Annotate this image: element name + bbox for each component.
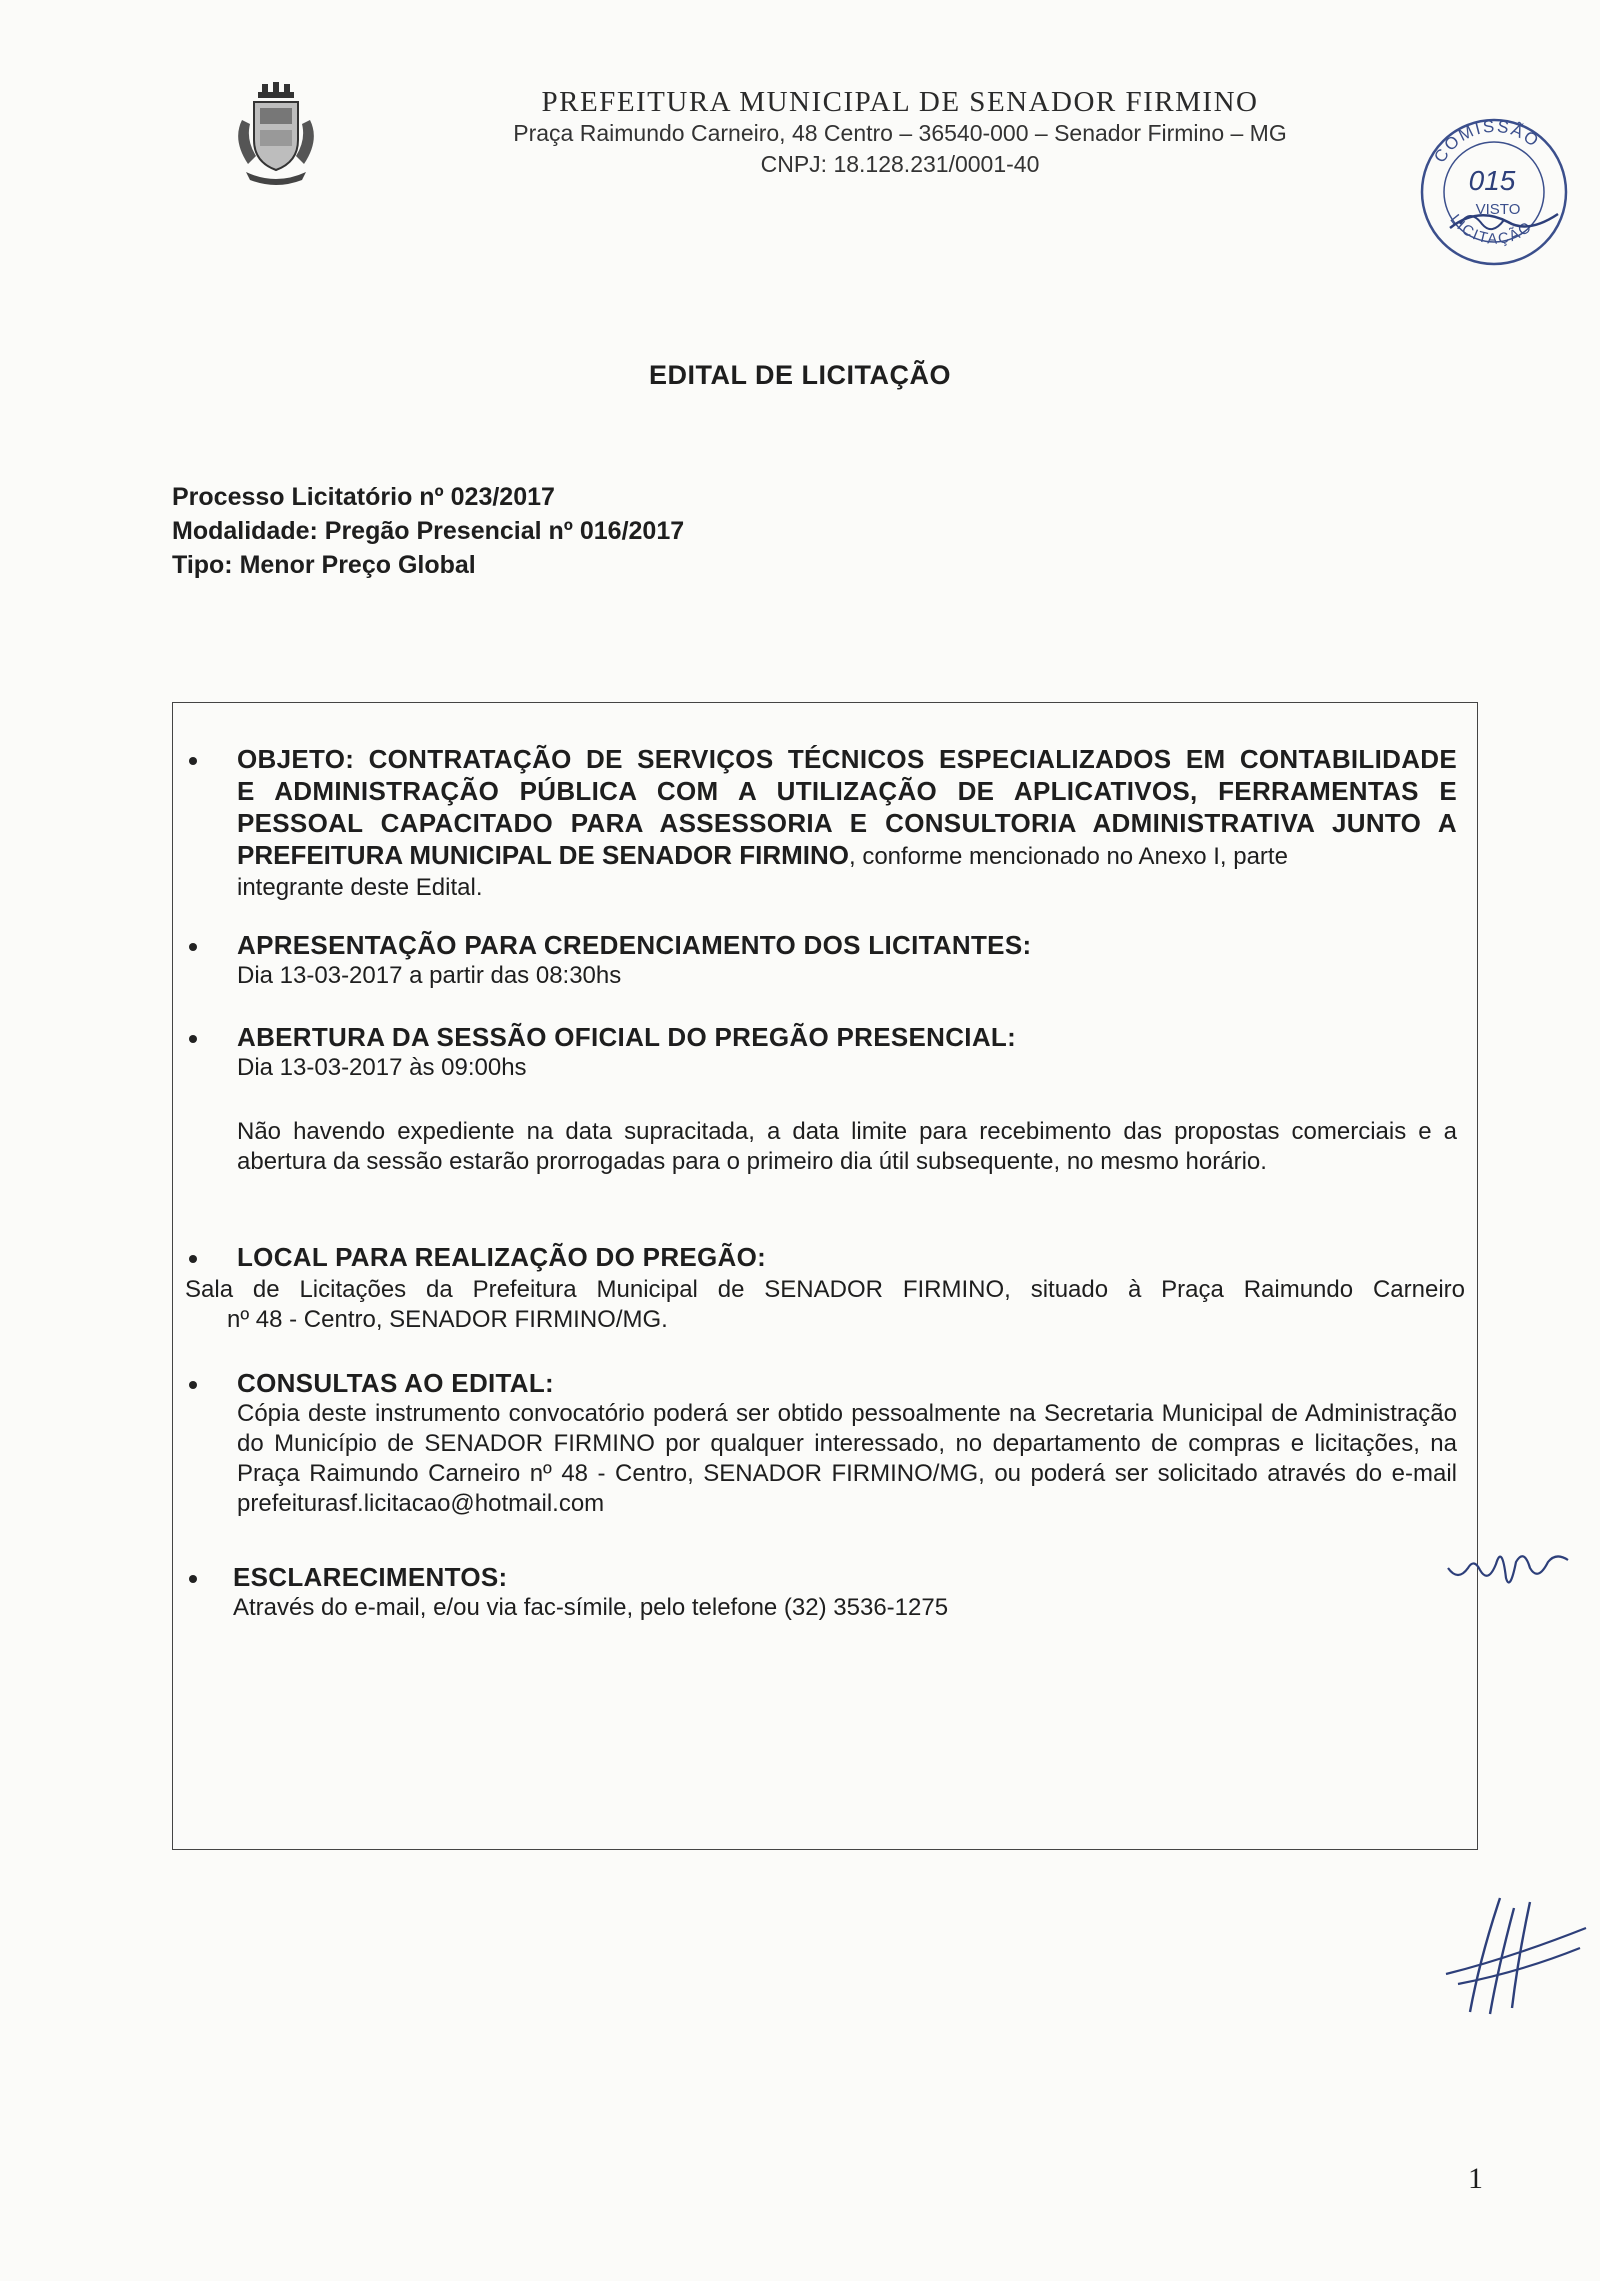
bullet-icon bbox=[189, 943, 197, 951]
consultas-text: Cópia deste instrumento convocatório poderá ser obtido pessoalmente na Secretaria Municipal de Administração do Município de SENADOR FIRMINO por qualquer interessado, no departamento de compras e licitações, na Praça Raimundo Carneiro nº 48 - Centro, SENADOR FIRMINO/MG, ou poderá ser solicitado através do e-mail prefeiturasf.licitacao@hotmail.com bbox=[237, 1400, 1457, 1517]
consultas-heading: CONSULTAS AO EDITAL: bbox=[237, 1368, 555, 1398]
org-address: Praça Raimundo Carneiro, 48 Centro – 36540-000 – Senador Firmino – MG bbox=[513, 120, 1287, 146]
stamp-number: 015 bbox=[1468, 165, 1516, 196]
credenciamento-heading: APRESENTAÇÃO PARA CREDENCIAMENTO DOS LICITANTES: bbox=[237, 930, 1032, 960]
objeto-line-5: integrante deste Edital. bbox=[237, 874, 483, 901]
abertura-note: Não havendo expediente na data supracitada, a data limite para recebimento das propostas comerciais e a abertura da sessão estarão prorrogadas para o primeiro dia útil subsequente, no mesmo horário. bbox=[237, 1118, 1457, 1175]
svg-text:COMISSÃO bbox=[1430, 117, 1543, 166]
bullet-icon bbox=[189, 757, 197, 765]
local-heading: LOCAL PARA REALIZAÇÃO DO PREGÃO: bbox=[237, 1242, 767, 1272]
esclarecimentos-text: Através do e-mail, e/ou via fac-símile, pelo telefone (32) 3536-1275 bbox=[233, 1594, 949, 1621]
objeto-line-1: OBJETO: CONTRATAÇÃO DE SERVIÇOS TÉCNICOS ESPECIALIZADOS EM CONTABILIDADE bbox=[237, 744, 1457, 774]
org-name: PREFEITURA MUNICIPAL DE SENADOR FIRMINO bbox=[541, 86, 1259, 118]
handwritten-initials bbox=[1444, 1538, 1574, 1594]
process-meta bbox=[172, 480, 684, 582]
notice-box bbox=[172, 702, 1478, 1850]
objeto-line-3: PESSOAL CAPACITADO PARA ASSESSORIA E CONSULTORIA ADMINISTRATIVA JUNTO A bbox=[237, 808, 1457, 838]
objeto-line-2: E ADMINISTRAÇÃO PÚBLICA COM A UTILIZAÇÃO DE APLICATIVOS, FERRAMENTAS E bbox=[237, 776, 1457, 806]
bullet-icon bbox=[189, 1381, 197, 1389]
esclarecimentos-heading: ESCLARECIMENTOS: bbox=[233, 1562, 508, 1592]
abertura-date: Dia 13-03-2017 às 09:00hs bbox=[237, 1054, 527, 1081]
objeto-entity: PREFEITURA MUNICIPAL DE SENADOR FIRMINO bbox=[237, 840, 849, 870]
credenciamento-date: Dia 13-03-2017 a partir das 08:30hs bbox=[237, 962, 622, 989]
objeto-line-4-rest: , conforme mencionado no Anexo I, parte bbox=[848, 843, 1288, 870]
stamp-bottom-text: LICITAÇÃO bbox=[1446, 211, 1537, 248]
handwritten-signature bbox=[1440, 1888, 1590, 2018]
org-cnpj: CNPJ: 18.128.231/0001-40 bbox=[760, 151, 1040, 177]
bullet-icon bbox=[189, 1255, 197, 1263]
commission-stamp bbox=[1408, 96, 1578, 274]
page-number: 1 bbox=[1468, 2162, 1483, 2195]
bullet-icon bbox=[189, 1035, 197, 1043]
bullet-icon bbox=[189, 1575, 197, 1583]
objeto-line-4 bbox=[237, 839, 1457, 873]
stamp-mid-text: VISTO bbox=[1475, 201, 1521, 218]
local-line-1: Sala de Licitações da Prefeitura Municipal de SENADOR FIRMINO, situado à Praça Raimundo Carneiro bbox=[185, 1276, 1465, 1303]
process-number: Processo Licitatório nº 023/2017 bbox=[172, 483, 555, 511]
abertura-heading: ABERTURA DA SESSÃO OFICIAL DO PREGÃO PRESENCIAL: bbox=[237, 1022, 1017, 1052]
document-title: EDITAL DE LICITAÇÃO bbox=[649, 360, 951, 390]
stamp-top-text: COMISSÃO bbox=[1430, 116, 1544, 167]
tender-type: Tipo: Menor Preço Global bbox=[172, 551, 476, 579]
local-line-2: nº 48 - Centro, SENADOR FIRMINO/MG. bbox=[227, 1306, 668, 1333]
modality: Modalidade: Pregão Presencial nº 016/2017 bbox=[172, 517, 685, 545]
municipal-crest-icon bbox=[228, 80, 324, 188]
